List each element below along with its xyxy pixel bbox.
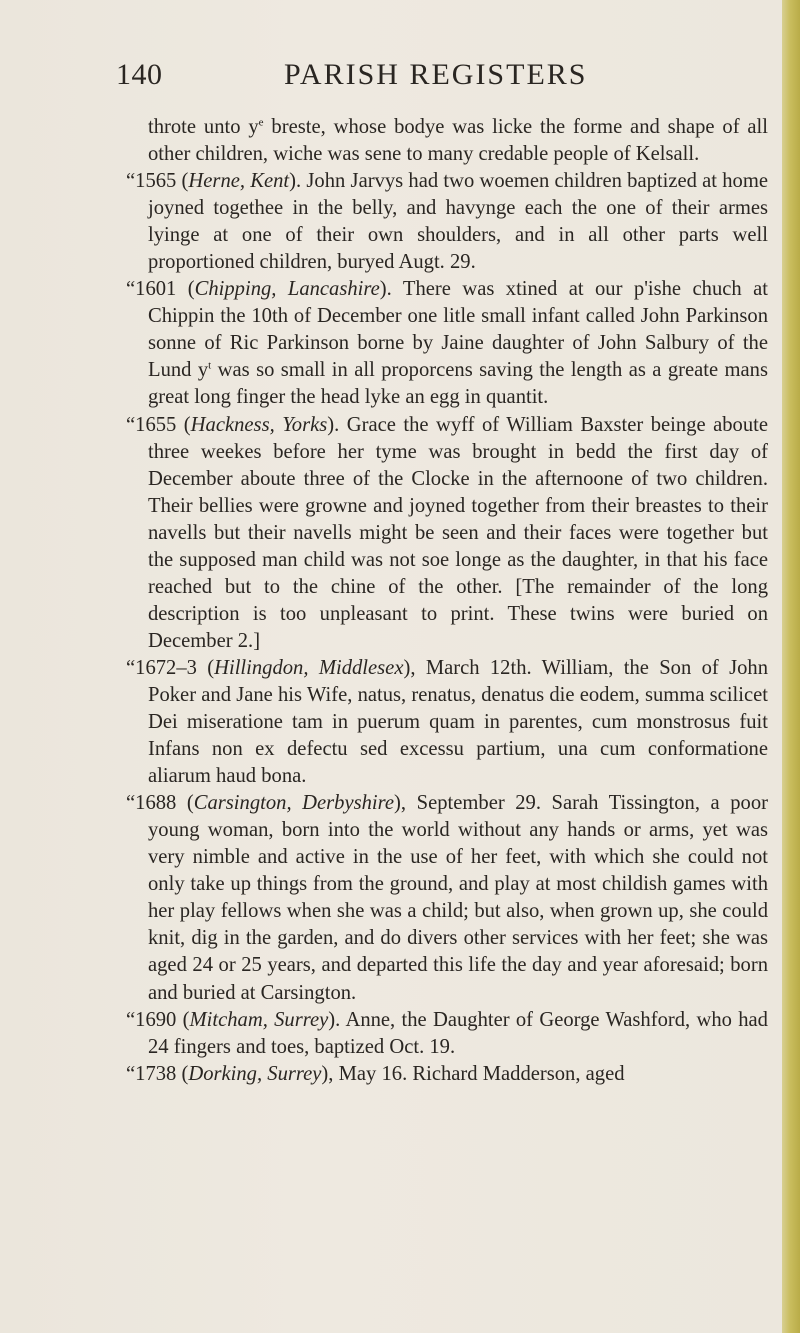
entry-text: March 12th. William, the Son of John Poker and Jane his Wife, natus, renatus, denatus die eodem, summa scilicet Dei miseratione tam in puerum quam in parentes, cum monstrosus fuit Infans non ex defectu sed excessu partium, una cum conformatione aliarum haud bona. (148, 656, 768, 788)
entry-text: John Jarvys had two woemen children baptized at home joyned togethee in the belly, and havynge each the one of their armes lyinge at one of their own shoulders, and in all other parts well proportioned children, buryed Augt. 29. (148, 170, 769, 274)
open-quote: “ (126, 170, 136, 193)
entry-year: 1672–3 (135, 656, 197, 679)
entry-place: Herne, Kent (188, 170, 290, 193)
entry-place: Hillingdon, Middlesex (214, 656, 404, 679)
entry-year: 1601 (135, 278, 177, 301)
entry-text-rest: breste, whose bodye was licke the forme and shape of all other children, wiche was sene to many credable people of Kelsall. (148, 116, 768, 166)
entry-text: May 16. Richard Madderson, aged (338, 1062, 625, 1085)
page-number: 140 (116, 58, 163, 91)
register-entry: “1601 (Chipping, Lancashire). There was xtined at our p'ishe chuch at Chippin the 10th of December one litle small infant called John Parkinson sonne of Ric Parkinson borne by Jaine daughter of John Salbury of the Lund $y^t$ was so small in all proporcens saving the length as a greate mans great long finger the head lyke an egg in quantit. (126, 278, 768, 409)
page-edge-gilt (782, 0, 800, 1333)
register-entry: “1690 (Mitcham, Surrey). Anne, the Daughter of George Washford, who had 24 fingers and toes, baptized Oct. 19. (126, 1008, 768, 1058)
open-quote: “ (126, 656, 136, 679)
open-quote: “ (126, 413, 136, 436)
superscript: t (208, 359, 212, 372)
running-title: PARISH REGISTERS (284, 58, 588, 91)
entry-place: Hackness, Yorks (190, 413, 328, 436)
entry-text: throte unto y (148, 116, 259, 138)
entry-place: Mitcham, Surrey (189, 1008, 329, 1031)
entry-place: Dorking, Surrey (188, 1062, 322, 1085)
entry-text: Grace the wyff of William Baxster beinge aboute three weekes before her tyme was brought in bedd the first day of December aboute three of the Clocke in the afternoone of two children. Their bellies were growne and joyned together from their breastes to their navells but their navells might be seen and their faces were together but the supposed man child was not soe longe as the daughter, in that his face reached but to the chine of the other. [The remainder of the long description is too unpleasant to print. These twins were buried on December 2.] (148, 413, 769, 652)
body-text (118, 114, 768, 1088)
entry-year: 1565 (135, 170, 177, 193)
entry-place: Chipping, Lancashire (194, 278, 380, 301)
register-entry: “1565 (Herne, Kent). John Jarvys had two woemen children baptized at home joyned togethee in the belly, and havynge each the one of their armes lyinge at one of their own shoulders, and in all other parts well proportioned children, buryed Augt. 29. (126, 170, 769, 274)
open-quote: “ (126, 792, 136, 815)
register-entry: “1738 (Dorking, Surrey), May 16. Richard Madderson, aged (126, 1062, 625, 1085)
entry-text: September 29. Sarah Tissington, a poor young woman, born into the world without any hands or arms, yet was very nimble and active in the use of her feet, with which she could not only take up things from the ground, and play at most childish games with her play fellows when she was a child; but also, when grown up, she could knit, dig in the garden, and do divers other services with her feet; she was aged 24 or 25 years, and departed this life the day and year aforesaid; born and buried at Carsington. (148, 792, 769, 1004)
page-header (116, 58, 636, 104)
open-quote: “ (126, 1008, 136, 1031)
superscript: e (258, 116, 264, 129)
entry-text: There was xtined at our p'ishe chuch at Chippin the 10th of December one litle small infant called John Parkinson sonne of Ric Parkinson borne by Jaine daughter of John Salbury of the Lund y (148, 278, 768, 382)
entry-text-rest: was so small in all proporcens saving the length as a greate mans great long finger the head lyke an egg in quantit. (148, 359, 768, 409)
register-entry: “1688 (Carsington, Derbyshire), September 29. Sarah Tissington, a poor young woman, born into the world without any hands or arms, yet was very nimble and active in the use of her feet, with which she could not only take up things from the ground, and play at most childish games with her play fellows when she was a child; but also, when grown up, she could knit, dig in the garden, and do divers other services with her feet; she was aged 24 or 25 years, and departed this life the day and year aforesaid; born and buried at Carsington. (126, 792, 769, 1004)
entry-year: 1690 (135, 1008, 177, 1031)
open-quote: “ (126, 278, 136, 301)
entry-continuation (118, 114, 768, 168)
entry-year: 1688 (135, 792, 177, 815)
register-entry: “1655 (Hackness, Yorks). Grace the wyff of William Baxster beinge aboute three weekes before her tyme was brought in bedd the first day of December aboute three of the Clocke in the afternoone of two children. Their bellies were growne and joyned together from their breastes to their navells but their navells might be seen and their faces were together but the supposed man child was not soe longe as the daughter, in that his face reached but to the chine of the other. [The remainder of the long description is too unpleasant to print. These twins were buried on December 2.] (126, 413, 769, 652)
entry-place: Carsington, Derbyshire (193, 792, 395, 815)
entry-text: Anne, the Daughter of George Washford, who had 24 fingers and toes, baptized Oct. 19. (148, 1008, 768, 1058)
entry-year: 1738 (135, 1062, 177, 1085)
open-quote: “ (126, 1062, 136, 1085)
entry-year: 1655 (135, 413, 177, 436)
register-entry: “1672–3 (Hillingdon, Middlesex), March 12th. William, the Son of John Poker and Jane his Wife, natus, renatus, denatus die eodem, summa scilicet Dei miseratione tam in puerum quam in parentes, cum monstrosus fuit Infans non ex defectu sed excessu partium, una cum conformatione aliarum haud bona. (126, 656, 768, 788)
